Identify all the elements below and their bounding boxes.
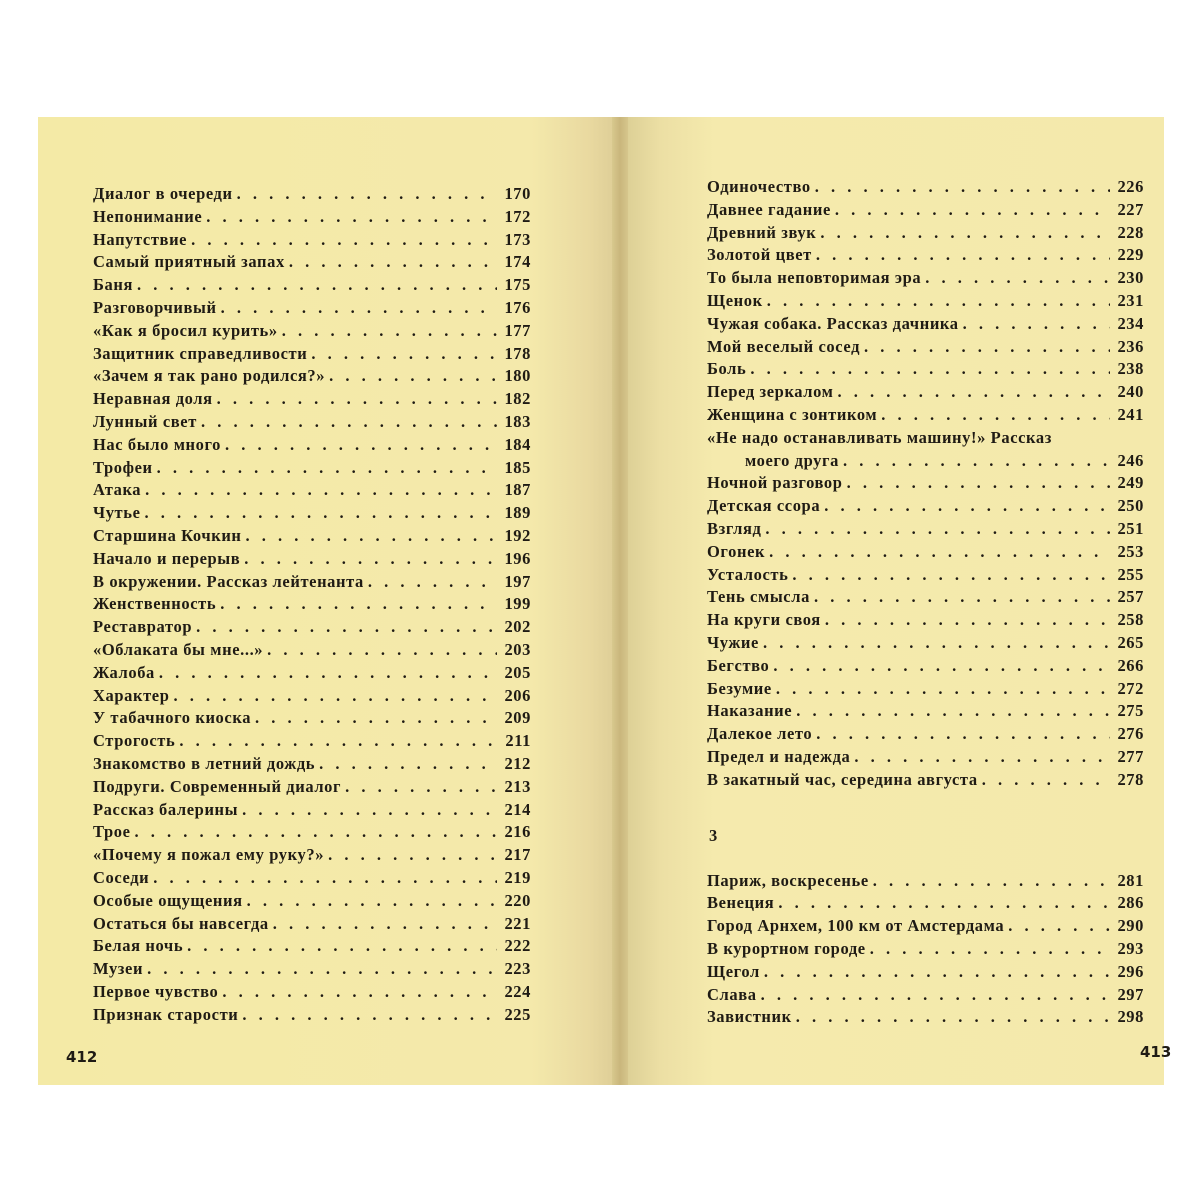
dot-leader (925, 267, 1110, 290)
toc-entry-title: Наказание (707, 701, 793, 721)
toc-entry-page: 236 (1117, 336, 1144, 356)
toc-entry-page: 189 (504, 503, 531, 523)
toc-entry-page: 229 (1117, 245, 1144, 265)
dot-leader (145, 502, 497, 525)
toc-entry (93, 502, 531, 525)
dot-leader (255, 707, 497, 730)
toc-entry-page: 213 (504, 776, 531, 796)
toc-entry-title: Трофеи (93, 457, 153, 477)
toc-entry-page: 296 (1117, 961, 1144, 981)
toc-entry-page: 206 (504, 685, 531, 705)
toc-entry (93, 229, 531, 252)
dot-leader (815, 176, 1110, 199)
toc-entry (707, 336, 1144, 359)
toc-entry (93, 434, 531, 457)
toc-entry-title: Давнее гадание (707, 199, 831, 219)
toc-entry (707, 404, 1144, 427)
toc-entry (93, 571, 531, 594)
dot-leader (870, 938, 1110, 961)
toc-entry (707, 290, 1144, 313)
toc-entry-title: Венеция (707, 893, 775, 913)
toc-entry-page: 228 (1117, 222, 1144, 242)
toc-entry (93, 525, 531, 548)
toc-entry (93, 958, 531, 981)
toc-entry (707, 915, 1144, 938)
toc-entry (707, 746, 1144, 769)
toc-entry (93, 343, 531, 366)
toc-entry (93, 320, 531, 343)
toc-entry-title: Щенок (707, 290, 763, 310)
dot-leader (246, 525, 497, 548)
toc-entry-page: 227 (1117, 199, 1144, 219)
toc-entry-title: Неравная доля (93, 389, 213, 409)
toc-entry-page: 217 (504, 845, 531, 865)
toc-entry-title: Признак старости (93, 1004, 239, 1024)
toc-entry-title: Первое чувство (93, 981, 219, 1001)
toc-entry-title: У табачного киоска (93, 708, 252, 728)
dot-leader (196, 616, 497, 639)
toc-entry-page: 178 (504, 343, 531, 363)
toc-entry (707, 176, 1144, 199)
toc-entry-title: Начало и перерыв (93, 548, 241, 568)
toc-entry (707, 632, 1144, 655)
toc-entry-page: 277 (1117, 746, 1144, 766)
toc-entry-title: Усталость (707, 564, 789, 584)
toc-entry (93, 753, 531, 776)
toc-entry-page: 199 (504, 594, 531, 614)
toc-entry-page: 202 (504, 617, 531, 637)
toc-entry (93, 479, 531, 502)
dot-leader (237, 183, 497, 206)
toc-entry (93, 274, 531, 297)
toc-entry-page: 185 (504, 457, 531, 477)
toc-entry-title: Детская ссора (707, 496, 821, 516)
dot-leader (864, 336, 1110, 359)
toc-entry-title: Ночной разговор (707, 473, 843, 493)
toc-entry (93, 913, 531, 936)
dot-leader (820, 222, 1110, 245)
toc-entry-page: 216 (504, 822, 531, 842)
toc-entry-title: Атака (93, 480, 142, 500)
toc-entry (707, 586, 1144, 609)
dot-leader (368, 571, 497, 594)
dot-leader (764, 961, 1110, 984)
toc-entry-page: 230 (1117, 268, 1144, 288)
section-heading: 3 (709, 825, 718, 845)
toc-entry-page: 255 (1117, 564, 1144, 584)
toc-entry (93, 206, 531, 229)
toc-entry (93, 981, 531, 1004)
toc-entry-title: Париж, воскресенье (707, 870, 869, 890)
toc-entry-title: Одиночество (707, 177, 811, 196)
toc-entry-page: 214 (504, 799, 531, 819)
toc-entry (707, 381, 1144, 404)
toc-entry-page: 293 (1117, 938, 1144, 958)
toc-entry-title: Бегство (707, 655, 770, 675)
toc-entry-page: 211 (505, 731, 531, 751)
toc-entry-title: Чужая собака. Рассказ дачника (707, 313, 959, 333)
toc-entry (93, 776, 531, 799)
toc-entry-title: Особые ощущения (93, 890, 243, 910)
toc-entry (93, 639, 531, 662)
toc-entry-page: 231 (1117, 290, 1144, 310)
toc-entry (707, 222, 1144, 245)
dot-leader (328, 844, 497, 867)
toc-entry-title: Трое (93, 822, 131, 842)
toc-entry-page: 253 (1117, 541, 1144, 561)
toc-entry-title: Тень смысла (707, 587, 810, 607)
toc-entry-page: 234 (1117, 313, 1144, 333)
toc-entry-page: 220 (504, 890, 531, 910)
toc-entry (707, 938, 1144, 961)
toc-entry (93, 1004, 531, 1027)
toc-entry-title: В курортном городе (707, 938, 866, 958)
dot-leader (225, 434, 497, 457)
toc-entry-page: 223 (504, 959, 531, 979)
toc-entry-page: 205 (504, 662, 531, 682)
dot-leader (201, 411, 497, 434)
toc-entry-title: Баня (93, 275, 133, 295)
toc-entry-title: Далекое лето (707, 724, 813, 744)
dot-leader (153, 867, 497, 890)
toc-entry (93, 707, 531, 730)
dot-leader (187, 935, 497, 958)
toc-entry-title: Диалог в очереди (93, 184, 233, 203)
dot-leader (174, 685, 497, 708)
toc-entry-title: моего друга (745, 450, 839, 470)
dot-leader (765, 518, 1110, 541)
toc-entry (707, 358, 1144, 381)
toc-entry-page: 265 (1117, 632, 1144, 652)
dot-leader (191, 229, 497, 252)
dot-leader (329, 365, 497, 388)
toc-entry-page: 226 (1117, 177, 1144, 196)
toc-entry-page: 249 (1117, 473, 1144, 493)
toc-entry (93, 297, 531, 320)
dot-leader (769, 541, 1110, 564)
toc-entry-page: 192 (504, 525, 531, 545)
toc-entry-page: 183 (504, 411, 531, 431)
toc-entry-title: Женственность (93, 594, 217, 614)
toc-entry (707, 984, 1144, 1007)
dot-leader (1008, 915, 1110, 938)
dot-leader (273, 913, 497, 936)
toc-entry (93, 685, 531, 708)
toc-entry (707, 769, 1144, 792)
dot-leader (206, 206, 497, 229)
dot-leader (147, 958, 497, 981)
toc-entry-page: 224 (504, 981, 531, 1001)
dot-leader (345, 776, 497, 799)
toc-entry (707, 564, 1144, 587)
toc-entry-title: Перед зеркалом (707, 382, 834, 402)
toc-entry-page: 257 (1117, 587, 1144, 607)
toc-entry-page: 197 (504, 571, 531, 591)
dot-leader (816, 723, 1110, 746)
page-number-right: 413 (1140, 1043, 1172, 1061)
toc-entry-page: 246 (1117, 450, 1144, 470)
dot-leader (244, 548, 497, 571)
toc-entry (707, 678, 1144, 701)
toc-entry-title: Музеи (93, 959, 144, 979)
toc-entry-page: 203 (504, 639, 531, 659)
toc-entry-title: Чутье (93, 503, 141, 523)
dot-leader (767, 290, 1110, 313)
toc-entry-page: 177 (504, 320, 531, 340)
toc-entry (707, 609, 1144, 632)
toc-entry-title: Белая ночь (93, 936, 184, 956)
toc-entry (93, 799, 531, 822)
toc-entry-page: 173 (504, 229, 531, 249)
toc-entry-title: Характер (93, 685, 170, 705)
toc-entry-title: Непонимание (93, 206, 203, 226)
toc-entry-page: 221 (504, 913, 531, 933)
toc-entry-title: Защитник справедливости (93, 343, 308, 363)
toc-entry (93, 457, 531, 480)
dot-leader (135, 821, 497, 844)
dot-leader (792, 564, 1110, 587)
toc-entry-page: 170 (504, 184, 531, 203)
toc-entry-title: В закатный час, середина августа (707, 769, 978, 789)
toc-entry-title: Реставратор (93, 617, 193, 637)
dot-leader (763, 632, 1110, 655)
dot-leader (824, 495, 1110, 518)
toc-entry (707, 495, 1144, 518)
toc-entry-page: 298 (1117, 1007, 1144, 1027)
toc-entry-page: 238 (1117, 359, 1144, 379)
toc-entry (707, 450, 1144, 473)
dot-leader (157, 457, 497, 480)
dot-leader (311, 343, 497, 366)
toc-entry-title: Золотой цвет (707, 245, 812, 265)
toc-entry-title: Предел и надежда (707, 746, 851, 766)
toc-entry-title: Нас было много (93, 434, 222, 454)
dot-leader (835, 199, 1110, 222)
dot-leader (267, 639, 497, 662)
toc-entry-title: Напутствие (93, 229, 188, 249)
dot-leader (222, 981, 497, 1004)
toc-entry (707, 267, 1144, 290)
dot-leader (796, 700, 1110, 723)
toc-entry-page: 251 (1117, 518, 1144, 538)
dot-leader (778, 892, 1110, 915)
dot-leader (873, 870, 1110, 893)
toc-entry-title: Самый приятный запах (93, 252, 285, 272)
dot-leader (242, 1004, 497, 1027)
dot-leader (179, 730, 497, 753)
dot-leader (319, 753, 497, 776)
toc-entry-page: 209 (504, 708, 531, 728)
toc-entry (707, 199, 1144, 222)
toc-entry-title: Подруги. Современный диалог (93, 776, 342, 796)
dot-leader (289, 251, 497, 274)
toc-entry-page: 250 (1117, 496, 1144, 516)
toc-entry (93, 365, 531, 388)
toc-entry-title: «Как я бросил курить» (93, 320, 278, 340)
dot-leader (843, 450, 1110, 473)
toc-entry (93, 183, 531, 206)
dot-leader (963, 313, 1110, 336)
toc-entry-title: Город Арнхем, 100 км от Амстердама (707, 916, 1005, 936)
toc-entry-title: Огонек (707, 541, 766, 561)
toc-entry-page: 225 (504, 1004, 531, 1024)
toc-entry-page: 258 (1117, 610, 1144, 630)
toc-entry-page: 180 (504, 366, 531, 386)
toc-entry-page: 184 (504, 434, 531, 454)
toc-entry-page: 272 (1117, 678, 1144, 698)
dot-leader (825, 609, 1110, 632)
section-toc-entries (707, 870, 1144, 1030)
toc-entry-title: Строгость (93, 731, 176, 751)
toc-entry (707, 961, 1144, 984)
toc-entry (93, 662, 531, 685)
toc-entry-title: Остаться бы навсегда (93, 913, 269, 933)
dot-leader (137, 274, 497, 297)
dot-leader (242, 799, 497, 822)
toc-entry-title: «Облаката бы мне...» (93, 639, 264, 659)
toc-entry-page: 176 (504, 297, 531, 317)
toc-entry (707, 723, 1144, 746)
left-toc-list (93, 183, 531, 1026)
toc-entry-page: 276 (1117, 724, 1144, 744)
toc-entry (93, 548, 531, 571)
toc-entry (707, 541, 1144, 564)
toc-entry-title: Соседи (93, 867, 150, 887)
dot-leader (796, 1006, 1110, 1029)
toc-entry-title: «Не надо останавливать машину!» Рассказ (707, 427, 1052, 447)
toc-entry (93, 821, 531, 844)
toc-entry-title: Разговорчивый (93, 297, 217, 317)
toc-entry-page: 219 (504, 867, 531, 887)
dot-leader (220, 593, 497, 616)
toc-entry-page: 266 (1117, 655, 1144, 675)
toc-entry (707, 244, 1144, 267)
toc-entry-title: Древний звук (707, 222, 817, 242)
toc-entry-page: 175 (504, 275, 531, 295)
toc-entry (707, 700, 1144, 723)
dot-leader (854, 746, 1110, 769)
toc-entry-title: Чужие (707, 632, 759, 652)
toc-entry-page: 174 (504, 252, 531, 272)
dot-leader (145, 479, 497, 502)
toc-entry-page: 290 (1117, 916, 1144, 936)
toc-entry-page: 222 (504, 936, 531, 956)
toc-entry-title: Взгляд (707, 518, 762, 538)
toc-entry-page: 196 (504, 548, 531, 568)
dot-leader (247, 890, 497, 913)
toc-entry-title: «Зачем я так рано родился?» (93, 366, 326, 386)
dot-leader (217, 388, 497, 411)
toc-entry-title: Женщина с зонтиком (707, 404, 878, 424)
toc-entry (93, 890, 531, 913)
toc-entry-title: Боль (707, 359, 747, 379)
toc-entry-title: Щегол (707, 961, 760, 981)
page-number-left: 412 (66, 1048, 98, 1066)
dot-leader (847, 472, 1110, 495)
toc-entry-page: 182 (504, 389, 531, 409)
toc-entry-title: Старшина Кочкин (93, 525, 242, 545)
toc-entry (93, 730, 531, 753)
dot-leader (159, 662, 497, 685)
dot-leader (750, 358, 1110, 381)
dot-leader (838, 381, 1110, 404)
toc-entry (707, 472, 1144, 495)
toc-entry-title: Знакомство в летний дождь (93, 753, 316, 773)
dot-leader (776, 678, 1110, 701)
toc-entry-title: Завистник (707, 1007, 792, 1027)
right-toc-entries (707, 176, 1144, 792)
toc-entry-page: 286 (1117, 893, 1144, 913)
toc-entry (93, 388, 531, 411)
toc-entry (707, 518, 1144, 541)
toc-entry-title: Мой веселый сосед (707, 336, 861, 356)
toc-entry-page: 240 (1117, 382, 1144, 402)
toc-entry-page: 241 (1117, 404, 1144, 424)
toc-entry (707, 1006, 1144, 1029)
toc-entry (93, 844, 531, 867)
book-gutter (612, 117, 628, 1085)
toc-entry-title: Лунный свет (93, 411, 197, 431)
dot-leader (773, 655, 1110, 678)
toc-entry (93, 616, 531, 639)
toc-entry (93, 251, 531, 274)
toc-entry (707, 655, 1144, 678)
toc-entry (93, 867, 531, 890)
toc-entry-page: 212 (504, 753, 531, 773)
dot-leader (881, 404, 1110, 427)
toc-entry-page: 297 (1117, 984, 1144, 1004)
dot-leader (816, 244, 1110, 267)
toc-entry (93, 593, 531, 616)
dot-leader (761, 984, 1110, 1007)
toc-entry-title: «Почему я пожал ему руку?» (93, 845, 325, 865)
toc-entry-page: 275 (1117, 701, 1144, 721)
toc-entry-title: Безумие (707, 678, 772, 698)
toc-entry-title: То была неповторимая эра (707, 268, 922, 288)
dot-leader (982, 769, 1110, 792)
toc-entry (707, 870, 1144, 893)
dot-leader (814, 586, 1110, 609)
toc-entry (707, 892, 1144, 915)
toc-entry (707, 313, 1144, 336)
toc-entry-title: В окружении. Рассказ лейтенанта (93, 571, 364, 591)
toc-entry (707, 427, 1144, 450)
toc-entry-title: На круги своя (707, 610, 821, 630)
toc-entry-page: 187 (504, 480, 531, 500)
toc-entry-title: Жалоба (93, 662, 155, 682)
toc-entry-title: Слава (707, 984, 757, 1004)
toc-entry (93, 935, 531, 958)
dot-leader (221, 297, 497, 320)
toc-entry-page: 281 (1117, 870, 1144, 890)
toc-entry-page: 278 (1117, 769, 1144, 789)
dot-leader (282, 320, 497, 343)
toc-entry-title: Рассказ балерины (93, 799, 239, 819)
right-toc-list (707, 176, 1144, 1029)
toc-entry-page: 172 (504, 206, 531, 226)
toc-entry (93, 411, 531, 434)
